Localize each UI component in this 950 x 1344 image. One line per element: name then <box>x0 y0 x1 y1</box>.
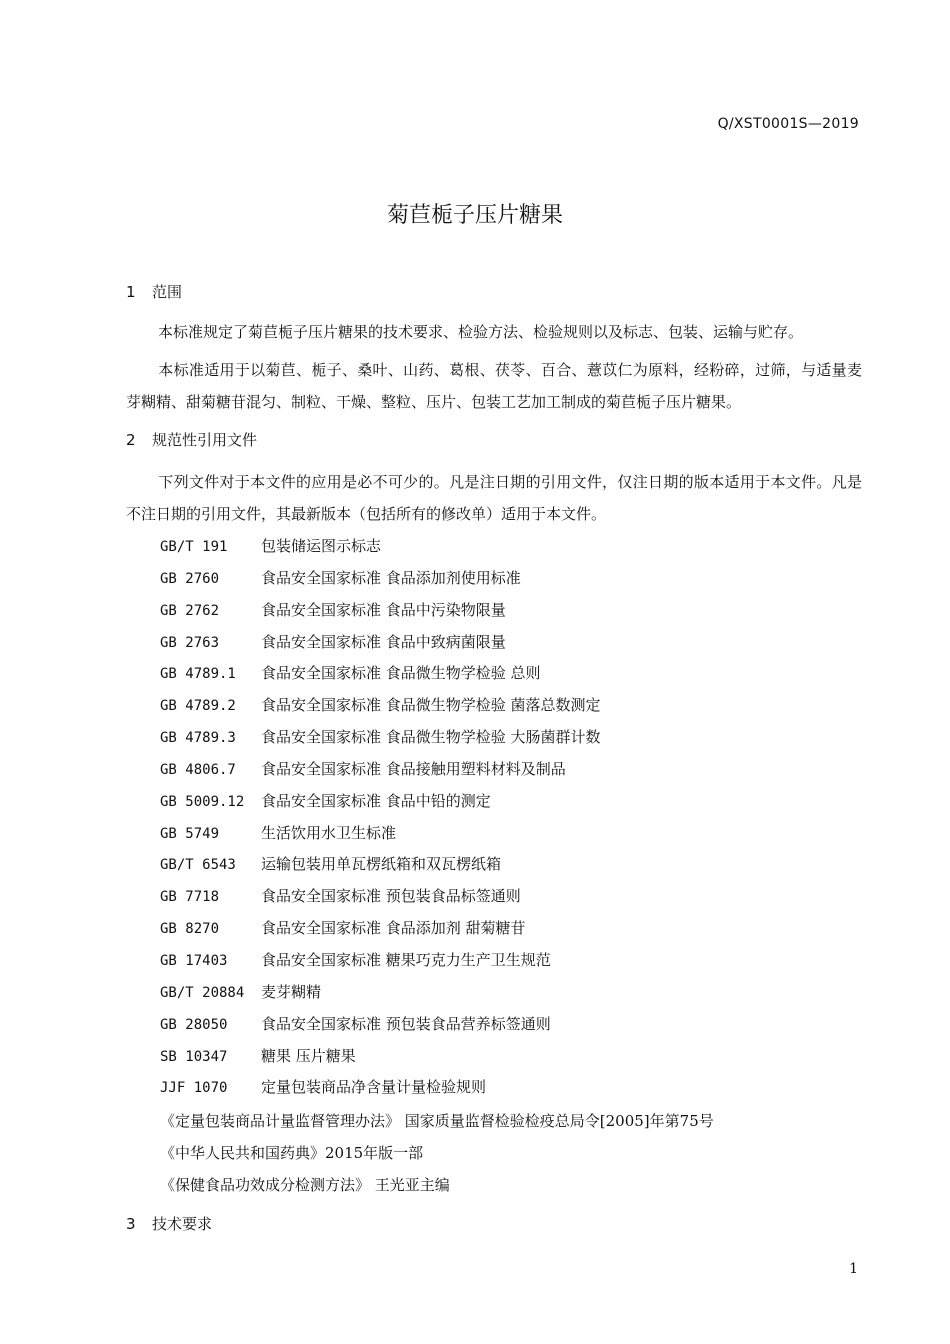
reference-code: SB 10347 <box>160 1048 228 1065</box>
reference-code: GB 4806.7 <box>160 761 236 778</box>
page-number: 1 <box>849 1261 858 1277</box>
reference-item <box>160 849 601 881</box>
extra-reference-item: 《中华人民共和国药典》2015年版一部 <box>160 1144 424 1162</box>
reference-code: GB 4789.1 <box>160 666 236 683</box>
extra-reference-item: 《定量包装商品计量监督管理办法》 国家质量监督检验检疫总局令[2005]年第75号 <box>160 1112 714 1130</box>
reference-title: 食品安全国家标准 食品微生物学检验 菌落总数测定 <box>261 696 601 715</box>
reference-title: 食品安全国家标准 食品中致病菌限量 <box>261 632 506 651</box>
reference-title: 食品安全国家标准 食品中污染物限量 <box>261 600 506 619</box>
paragraph-scope-1 <box>126 316 862 348</box>
reference-title: 定量包装商品净含量计量检验规则 <box>261 1078 487 1097</box>
document-title: 菊苣栀子压片糖果 <box>386 203 563 228</box>
reference-title: 食品安全国家标准 糖果巧克力生产卫生规范 <box>261 950 551 969</box>
reference-code: GB/T 20884 <box>160 984 245 1001</box>
reference-title: 麦芽糊精 <box>261 982 322 1001</box>
reference-title: 运输包装用单瓦楞纸箱和双瓦楞纸箱 <box>261 855 502 874</box>
section-number: 1 <box>126 283 136 301</box>
reference-title: 食品安全国家标准 食品微生物学检验 总则 <box>261 664 541 683</box>
reference-title: 食品安全国家标准 预包装食品标签通则 <box>261 887 521 906</box>
extra-reference-item: 《保健食品功效成分检测方法》 王光亚主编 <box>160 1176 450 1194</box>
paragraph-text: 本标准规定了菊苣栀子压片糖果的技术要求、检验方法、检验规则以及标志、包装、运输与贮存。 <box>158 323 804 341</box>
reference-title: 包装储运图示标志 <box>261 537 382 555</box>
reference-code: GB 4789.3 <box>160 730 236 747</box>
section-number: 2 <box>126 431 136 449</box>
reference-item <box>160 881 601 913</box>
reference-item <box>160 913 601 945</box>
reference-code: GB 17403 <box>160 952 228 969</box>
paragraph-text: 下列文件对于本文件的应用是必不可少的。凡是注日期的引用文件，仅注日期的版本适用于本文件。凡是不注日期的引用文件，其最新版本（包括所有的修改单）适用于本文件。 <box>126 473 862 523</box>
reference-item <box>160 818 601 850</box>
reference-code: GB 2762 <box>160 602 220 619</box>
paragraph-text: 本标准适用于以菊苣、栀子、桑叶、山药、葛根、茯苓、百合、薏苡仁为原料，经粉碎，过筛，与适量麦芽糊精、甜菊糖苷混匀、制粒、干燥、整粒、压片、包装工艺加工制成的菊苣栀子压片糖果。 <box>126 361 862 411</box>
paragraph-scope-2 <box>126 354 862 418</box>
section-heading-normative-references <box>126 429 257 450</box>
reference-code: JJF 1070 <box>160 1080 228 1097</box>
reference-item <box>160 1009 601 1041</box>
reference-title: 食品安全国家标准 食品添加剂使用标准 <box>261 568 521 587</box>
reference-item <box>160 627 601 659</box>
reference-code: GB 5009.12 <box>160 793 245 810</box>
reference-item <box>160 690 601 722</box>
reference-code: GB 28050 <box>160 1016 228 1033</box>
section-heading-technical-requirements <box>126 1213 212 1234</box>
reference-code: GB/T 6543 <box>160 857 236 874</box>
section-title: 范围 <box>152 283 183 301</box>
reference-title: 生活饮用水卫生标准 <box>261 823 397 842</box>
reference-title: 食品安全国家标准 预包装食品营养标签通则 <box>261 1014 551 1033</box>
section-title: 技术要求 <box>152 1215 213 1233</box>
reference-item <box>160 563 601 595</box>
section-title: 规范性引用文件 <box>152 431 258 449</box>
reference-code: GB 2760 <box>160 570 220 587</box>
section-number: 3 <box>126 1215 136 1233</box>
reference-code: GB 5749 <box>160 825 220 842</box>
reference-title: 食品安全国家标准 食品添加剂 甜菊糖苷 <box>261 919 526 938</box>
reference-code: GB 8270 <box>160 921 220 938</box>
reference-code: GB/T 191 <box>160 539 228 555</box>
reference-item <box>160 595 601 627</box>
extra-reference-list <box>160 1105 714 1201</box>
standard-code: Q/XST0001S—2019 <box>717 116 859 132</box>
reference-title: 糖果 压片糖果 <box>261 1046 356 1065</box>
reference-title: 食品安全国家标准 食品微生物学检验 大肠菌群计数 <box>261 728 601 747</box>
reference-code: GB 7718 <box>160 889 220 906</box>
reference-item <box>160 786 601 818</box>
reference-title: 食品安全国家标准 食品中铅的测定 <box>261 791 491 810</box>
reference-item <box>160 722 601 754</box>
reference-item <box>160 754 601 786</box>
reference-list <box>160 531 601 1104</box>
reference-item <box>160 658 601 690</box>
reference-item <box>160 1072 601 1104</box>
paragraph-references-intro <box>126 466 862 530</box>
reference-item <box>160 945 601 977</box>
reference-code: GB 2763 <box>160 634 220 651</box>
reference-item <box>160 1041 601 1073</box>
reference-code: GB 4789.2 <box>160 698 236 715</box>
reference-item <box>160 531 601 563</box>
section-heading-scope <box>126 281 182 302</box>
reference-title: 食品安全国家标准 食品接触用塑料材料及制品 <box>261 759 566 778</box>
reference-item <box>160 977 601 1009</box>
